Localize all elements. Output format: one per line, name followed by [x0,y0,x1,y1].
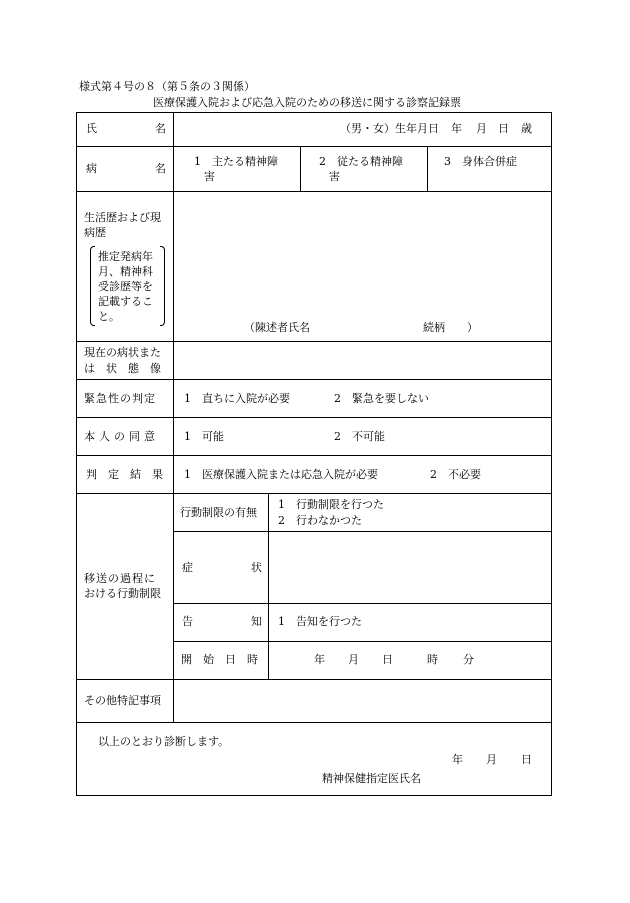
notice-option-1: 1 告知を行つた [278,615,362,628]
start-day: 日 [382,653,393,666]
start-month: 月 [348,653,359,666]
result-label: 判 定 結 果 [86,468,163,481]
result-option-2: 2 不必要 [430,468,481,481]
row-divider [76,417,552,418]
disease-label-a: 病 [86,162,97,175]
row-divider [76,341,552,342]
birth-day-label: 日 [498,122,509,135]
note-bracket-left [90,246,95,326]
notice-label-b: 知 [251,615,262,628]
restriction-option-2: 2 行わなかつた [278,514,362,527]
gender-birthdate-label: （男・女）生年月日 [340,122,439,135]
row-divider [76,191,552,192]
row-divider [76,146,552,147]
start-minute: 分 [463,653,474,666]
name-label-b: 名 [155,122,166,135]
state-label-line1: 現在の病状また [84,346,161,359]
history-note: 推定発病年月、精神科受診歴等を記載すること。 [98,250,153,323]
urgency-label: 緊急性の判定 [84,392,156,405]
form-title: 医療保護入院および応急入院のための移送に関する診察記録票 [153,96,461,109]
subrow-divider [173,531,552,532]
restriction-option-1: 1 行動制限を行つた [278,498,384,511]
notice-label-a: 告 [182,615,193,628]
narrator-label: （陳述者氏名 [244,321,310,334]
primary-disorder: 1 主たる精神障 [194,155,278,168]
table-left-border [76,112,77,795]
row-divider [76,493,552,494]
disease-label-b: 名 [155,162,166,175]
row-divider [76,722,552,723]
row-divider [76,455,552,456]
footer-year: 年 [452,753,463,766]
table-top-border [76,112,552,113]
name-label-a: 氏 [86,122,97,135]
other-notes-label: その他特記事項 [84,694,161,707]
label-column-divider [173,112,174,722]
disease-divider [427,146,428,191]
consent-option-1: 1 可能 [184,430,224,443]
form-number: 様式第４号の８（第５条の３関係） [79,80,255,93]
primary-disorder-cont: 害 [204,170,215,183]
table-right-border [551,112,552,795]
disease-divider [300,146,301,191]
transport-label-line2: おける行動制限 [84,587,161,600]
transport-label-line1: 移送の過程に [84,572,156,585]
note-bracket-right [160,246,165,326]
physical-complication: 3 身体合併症 [444,155,517,168]
transport-divider [268,493,269,679]
diagnosis-statement: 以上のとおり診断します。 [98,735,230,748]
designated-doctor-label: 精神保健指定医氏名 [322,772,421,785]
start-hour: 時 [427,653,438,666]
history-label-line2: 病歴 [84,226,106,239]
urgency-option-1: 1 直ちに入院が必要 [184,392,290,405]
urgency-option-2: 2 緊急を要しない [334,392,429,405]
relation-label: 続柄 ） [423,321,478,334]
row-divider [76,679,552,680]
start-year: 年 [314,653,325,666]
consent-label: 本人の同意 [84,430,159,443]
birth-month-label: 月 [476,122,487,135]
consent-option-2: 2 不可能 [334,430,385,443]
history-label-line1: 生活歴および現 [84,211,161,224]
secondary-disorder-cont: 害 [329,170,340,183]
symptom-label-a: 症 [182,561,193,574]
restriction-label: 行動制限の有無 [180,506,257,519]
secondary-disorder: 2 従たる精神障 [319,155,403,168]
state-label-line2: は 状 態 像 [84,362,161,375]
start-datetime-label: 開 始 日 時 [181,653,258,666]
subrow-divider [173,603,552,604]
result-option-1: 1 医療保護入院または応急入院が必要 [184,468,378,481]
subrow-divider [173,641,552,642]
row-divider [76,379,552,380]
footer-day: 日 [521,753,532,766]
table-bottom-border [76,795,552,796]
footer-month: 月 [486,753,497,766]
symptom-label-b: 状 [251,561,262,574]
birth-year-label: 年 [451,122,462,135]
age-label: 歳 [521,122,532,135]
